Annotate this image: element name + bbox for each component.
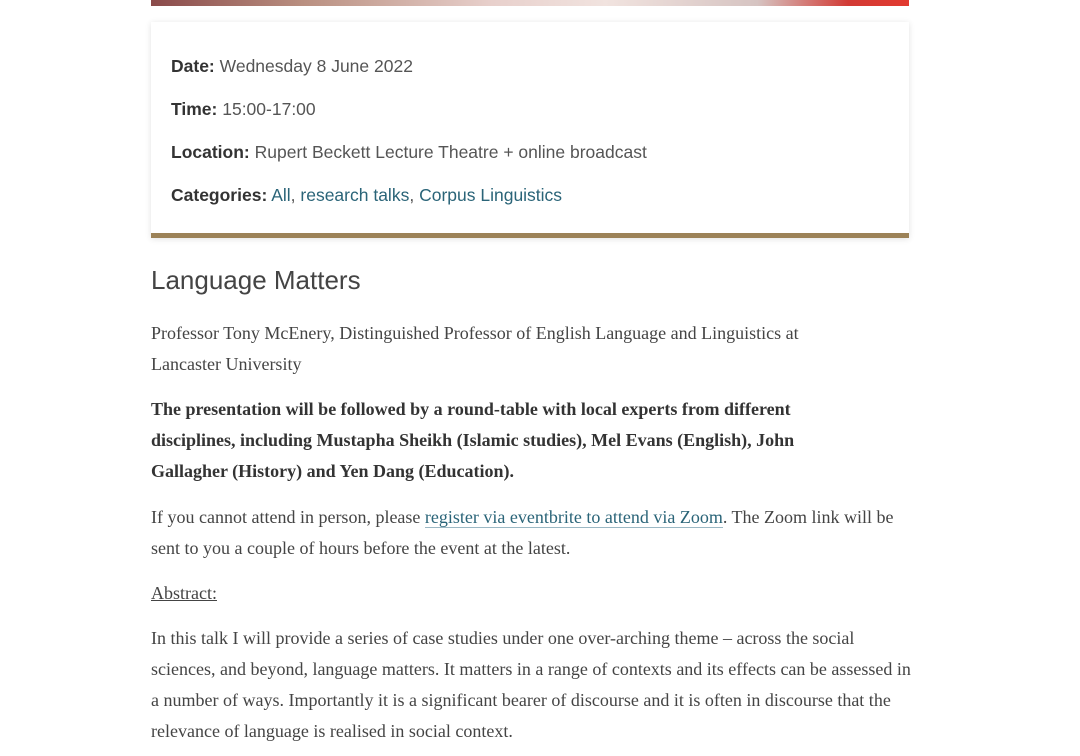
zoom-paragraph xyxy=(151,502,911,564)
location-label: Location: xyxy=(171,142,250,162)
event-details-card xyxy=(151,22,909,238)
date-label: Date: xyxy=(171,56,215,76)
speaker-paragraph: Professor Tony McEnery, Distinguished Professor of English Language and Linguistics at Lancaster University xyxy=(151,323,799,374)
abstract-heading: Abstract: xyxy=(151,583,217,603)
time-value: 15:00-17:00 xyxy=(222,99,316,119)
event-article xyxy=(151,260,911,741)
category-link-research-talks[interactable]: research talks xyxy=(300,185,410,205)
abstract-paragraph: In this talk I will provide a series of case studies under one over-arching theme – across the social sciences, and beyond, language matters. It matters in a range of contexts and its effects can be assessed in a number of ways. Importantly it is a significant bearer of discourse and it is often in discourse that the relevance of language is realised in social context. xyxy=(151,628,911,741)
roundtable-paragraph: The presentation will be followed by a round-table with local experts from different disciplines, including Mustapha Sheikh (Islamic studies), Mel Evans (English), John Gallagher (History) and Yen Dang (Education). xyxy=(151,399,795,481)
categories-label: Categories: xyxy=(171,185,268,205)
time-label: Time: xyxy=(171,99,218,119)
category-separator: , xyxy=(290,185,296,205)
event-date xyxy=(171,56,413,77)
zoom-text-before: If you cannot attend in person, please xyxy=(151,507,425,527)
event-location xyxy=(171,142,647,163)
category-separator: , xyxy=(409,185,415,205)
event-categories xyxy=(171,185,562,206)
article-title: Language Matters xyxy=(151,265,361,295)
location-value: Rupert Beckett Lecture Theatre + online broadcast xyxy=(254,142,647,162)
zoom-text-after: . The Zoom link will be sent to you a couple of hours before the event at the latest. xyxy=(151,507,894,558)
eventbrite-zoom-link[interactable]: register via eventbrite to attend via Zoom xyxy=(424,507,723,527)
hero-image-strip xyxy=(151,0,909,6)
category-link-all[interactable]: All xyxy=(271,185,291,205)
date-value: Wednesday 8 June 2022 xyxy=(219,56,413,76)
category-link-corpus-linguistics[interactable]: Corpus Linguistics xyxy=(419,185,563,205)
event-time xyxy=(171,99,316,120)
